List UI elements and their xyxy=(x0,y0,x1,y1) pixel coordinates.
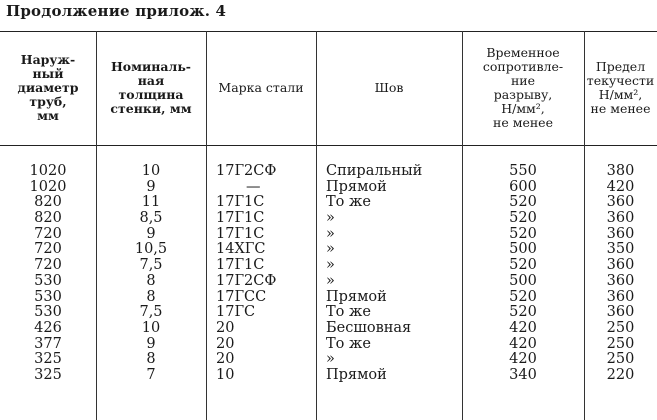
cell-steel-grade: 17ГСС xyxy=(216,289,267,305)
table-row xyxy=(0,258,657,274)
cell-seam: » xyxy=(326,352,335,368)
cell-yield-strength: 250 xyxy=(606,352,635,368)
cell-seam: Бесшовная xyxy=(326,320,412,336)
cell-tensile-strength: 420 xyxy=(509,320,537,336)
cell-diameter: 377 xyxy=(34,336,62,352)
header-steel-grade: Марка стали xyxy=(218,80,304,95)
table-row xyxy=(0,290,657,306)
cell-tensile-strength: 520 xyxy=(509,211,537,227)
cell-steel-grade: 20 xyxy=(216,320,235,336)
cell-thickness: 7 xyxy=(146,367,156,383)
cell-steel-grade: 10 xyxy=(216,367,235,383)
cell-tensile-strength: 420 xyxy=(509,352,537,368)
cell-tensile-strength: 500 xyxy=(509,242,537,258)
table-row xyxy=(0,321,657,337)
cell-seam: » xyxy=(326,242,335,258)
cell-yield-strength: 380 xyxy=(606,164,635,179)
cell-diameter: 325 xyxy=(34,352,62,368)
cell-tensile-strength: 550 xyxy=(509,164,537,179)
cell-tensile-strength: 600 xyxy=(509,179,537,195)
cell-steel-grade: 17Г2СФ xyxy=(216,273,277,289)
cell-yield-strength: 360 xyxy=(606,258,635,274)
cell-tensile-strength: 520 xyxy=(509,258,537,274)
cell-seam: Прямой xyxy=(326,367,387,383)
cell-thickness: 10 xyxy=(141,164,161,179)
cell-yield-strength: 420 xyxy=(606,179,635,195)
cell-diameter: 820 xyxy=(34,195,62,211)
header-rule xyxy=(0,145,657,146)
cell-steel-grade: 14ХГС xyxy=(216,242,266,258)
header-thickness: Номиналь- ная толщина стенки, мм xyxy=(110,59,192,116)
cell-seam: » xyxy=(326,273,335,289)
table-row xyxy=(0,337,657,353)
cell-thickness: 9 xyxy=(146,226,156,242)
cell-tensile-strength: 420 xyxy=(509,336,537,352)
cell-thickness: 7,5 xyxy=(139,305,163,321)
cell-yield-strength: 360 xyxy=(606,273,635,289)
cell-tensile-strength: 340 xyxy=(509,367,537,383)
cell-diameter: 530 xyxy=(34,289,62,305)
cell-steel-grade: 17Г1С xyxy=(216,226,265,242)
cell-steel-grade: 17Г1С xyxy=(216,195,265,211)
cell-tensile-strength: 500 xyxy=(509,273,537,289)
cell-thickness: 8,5 xyxy=(139,211,163,227)
cell-diameter: 530 xyxy=(34,273,62,289)
cell-tensile-strength: 520 xyxy=(509,289,537,305)
cell-thickness: 10 xyxy=(141,320,161,336)
cell-thickness: 9 xyxy=(146,179,156,195)
table-row xyxy=(0,180,657,196)
cell-seam: Прямой xyxy=(326,289,387,305)
cell-yield-strength: 360 xyxy=(606,305,635,321)
cell-tensile-strength: 520 xyxy=(509,226,537,242)
cell-steel-grade: 20 xyxy=(216,352,235,368)
table-row xyxy=(0,195,657,211)
cell-seam: » xyxy=(326,211,335,227)
cell-thickness: 8 xyxy=(146,289,156,305)
header-yield-strength: Предел текучести Н/мм², не менее xyxy=(586,59,655,116)
cell-thickness: 8 xyxy=(146,352,156,368)
cell-diameter: 325 xyxy=(34,367,62,383)
cell-tensile-strength: 520 xyxy=(509,305,537,321)
cell-seam: Прямой xyxy=(326,179,387,195)
table-row xyxy=(0,274,657,290)
table-caption: Продолжение прилож. 4 xyxy=(6,2,227,20)
cell-thickness: 8 xyxy=(146,273,156,289)
cell-steel-grade: 20 xyxy=(216,336,235,352)
cell-thickness: 9 xyxy=(146,336,156,352)
table-row xyxy=(0,211,657,227)
cell-seam: Спиральный xyxy=(326,164,423,179)
table-row xyxy=(0,305,657,321)
header-seam: Шов xyxy=(374,80,404,95)
cell-steel-grade: 17Г1С xyxy=(216,258,265,274)
cell-diameter: 530 xyxy=(34,305,62,321)
cell-yield-strength: 360 xyxy=(606,289,635,305)
cell-seam: То же xyxy=(326,305,371,321)
cell-steel-grade: 17ГС xyxy=(216,305,256,321)
cell-seam: То же xyxy=(326,336,371,352)
table-row xyxy=(0,227,657,243)
cell-seam: То же xyxy=(326,195,371,211)
cell-yield-strength: 250 xyxy=(606,336,635,352)
cell-diameter: 426 xyxy=(34,320,62,336)
cell-diameter: 720 xyxy=(34,242,62,258)
cell-diameter: 1020 xyxy=(29,179,67,195)
table-body xyxy=(0,164,657,384)
cell-yield-strength: 360 xyxy=(606,226,635,242)
cell-seam: » xyxy=(326,258,335,274)
cell-yield-strength: 360 xyxy=(606,195,635,211)
cell-steel-grade: 17Г2СФ xyxy=(216,164,277,179)
cell-diameter: 720 xyxy=(34,258,62,274)
cell-diameter: 820 xyxy=(34,211,62,227)
cell-yield-strength: 250 xyxy=(606,320,635,336)
table-row xyxy=(0,164,657,180)
cell-seam: » xyxy=(326,226,335,242)
cell-tensile-strength: 520 xyxy=(509,195,537,211)
table-row xyxy=(0,352,657,368)
cell-yield-strength: 350 xyxy=(606,242,635,258)
cell-steel-grade: — xyxy=(246,179,261,195)
cell-thickness: 10,5 xyxy=(134,242,168,258)
cell-yield-strength: 360 xyxy=(606,211,635,227)
cell-yield-strength: 220 xyxy=(606,367,635,383)
table-row xyxy=(0,242,657,258)
cell-thickness: 7,5 xyxy=(139,258,163,274)
cell-diameter: 720 xyxy=(34,226,62,242)
cell-thickness: 11 xyxy=(141,195,161,211)
cell-steel-grade: 17Г1С xyxy=(216,211,265,227)
header-tensile-strength: Временное сопротивле- ние разрыву, Н/мм², не менее xyxy=(482,45,564,130)
table-row xyxy=(0,368,657,384)
header-diameter: Наруж- ный диаметр труб, мм xyxy=(17,52,79,123)
cell-diameter: 1020 xyxy=(29,164,67,179)
